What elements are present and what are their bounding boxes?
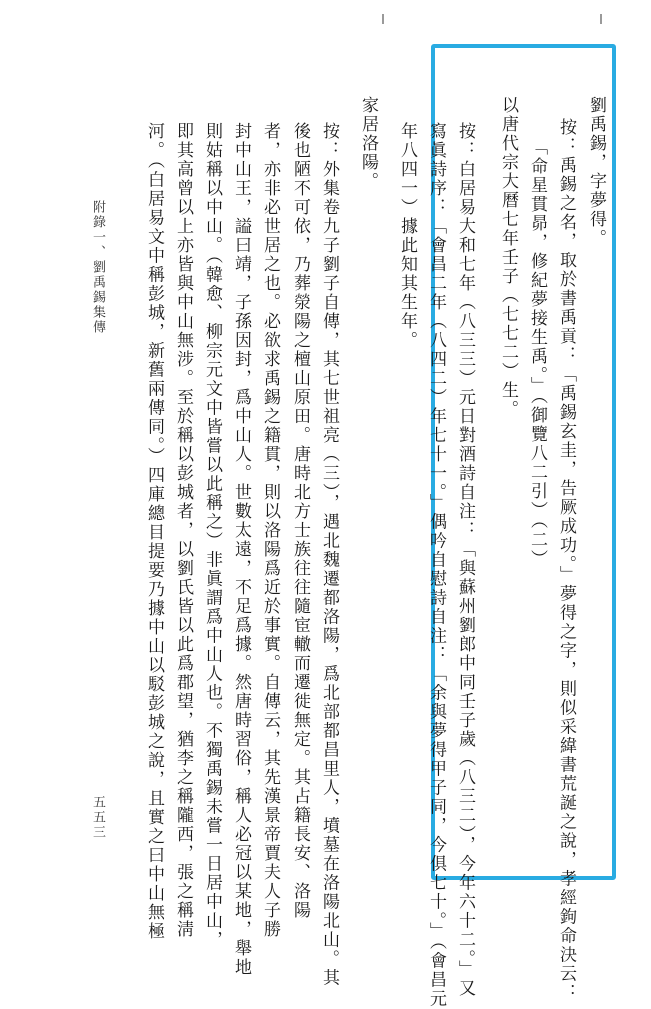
text-column-9: 按：外集卷九子劉子自傳，其七世祖亮（三），遇北魏遷都洛陽，爲北部都昌里人，墳墓在洛陽北山。其 (319, 122, 339, 988)
text-column-4: 以唐代宗大曆七年壬子（七七二）生。 (498, 96, 518, 419)
text-column-8: 家居洛陽。 (358, 96, 378, 191)
text-column-1: 劉禹錫，字夢得。 (586, 96, 606, 248)
text-column-12: 封中山王，謚曰靖，子孫因封，爲中山人。世數太遠，不足爲據。然唐時習俗，稱人必冠以某地，舉地 (231, 122, 251, 977)
text-column-2: 按：禹錫之名，取於書禹貢：「禹錫玄圭，告厥成功。」夢得之字，則似采緯書荒誕之說，孝經鉤命決云： (556, 118, 576, 1003)
text-column-15: 河。（白居易文中稱彭城，新舊兩傳同。）四庫總目提要乃據中山以駁彭城之說，且實之曰中山無極 (144, 122, 164, 941)
text-column-5: 按：白居易大和七年（八三三）元日對酒詩自注：「與蘇州劉郎中同壬子歲（八三二），今年六十二。」又 (455, 122, 475, 998)
text-column-10: 後也陋不可依，乃葬滎陽之檀山原田。唐時北方士族往往隨宦轍而遷徙無定。其占籍長安、洛陽 (290, 122, 310, 920)
text-column-6: 寫眞詩序：「會昌二年（八四二）年七十一。」偶吟自慰詩自注：「余與夢得甲子同，今俱七十。」（會昌元 (426, 122, 446, 1009)
margin-tick-mark (600, 14, 602, 24)
text-column-13: 則姑稱以中山。（韓愈、柳宗元文中皆嘗以此稱之）非眞謂爲中山人也。不獨禹錫未嘗一日居中山， (202, 122, 222, 950)
text-column-14: 即其高曾以上亦皆與中山無涉。至於稱以彭城者，以劉氏皆以此爲郡望，猶李之稱隴西，張之稱淸 (173, 122, 193, 939)
margin-tick-mark (382, 14, 384, 24)
page-number: 五五三 (90, 795, 105, 840)
text-column-7: 年八四一）據此知其生年。 (397, 122, 417, 350)
text-column-3: 「命星貫昴，修紀夢接生禹。」（御覽八二引）（二） (527, 138, 547, 569)
running-title: 附錄一、劉禹錫集傳 (90, 200, 105, 335)
text-column-11: 者，亦非必世居之也。必欲求禹錫之籍貫，則以洛陽爲近於事實。自傳云，其先漢景帝賈夫人子勝 (260, 122, 280, 939)
